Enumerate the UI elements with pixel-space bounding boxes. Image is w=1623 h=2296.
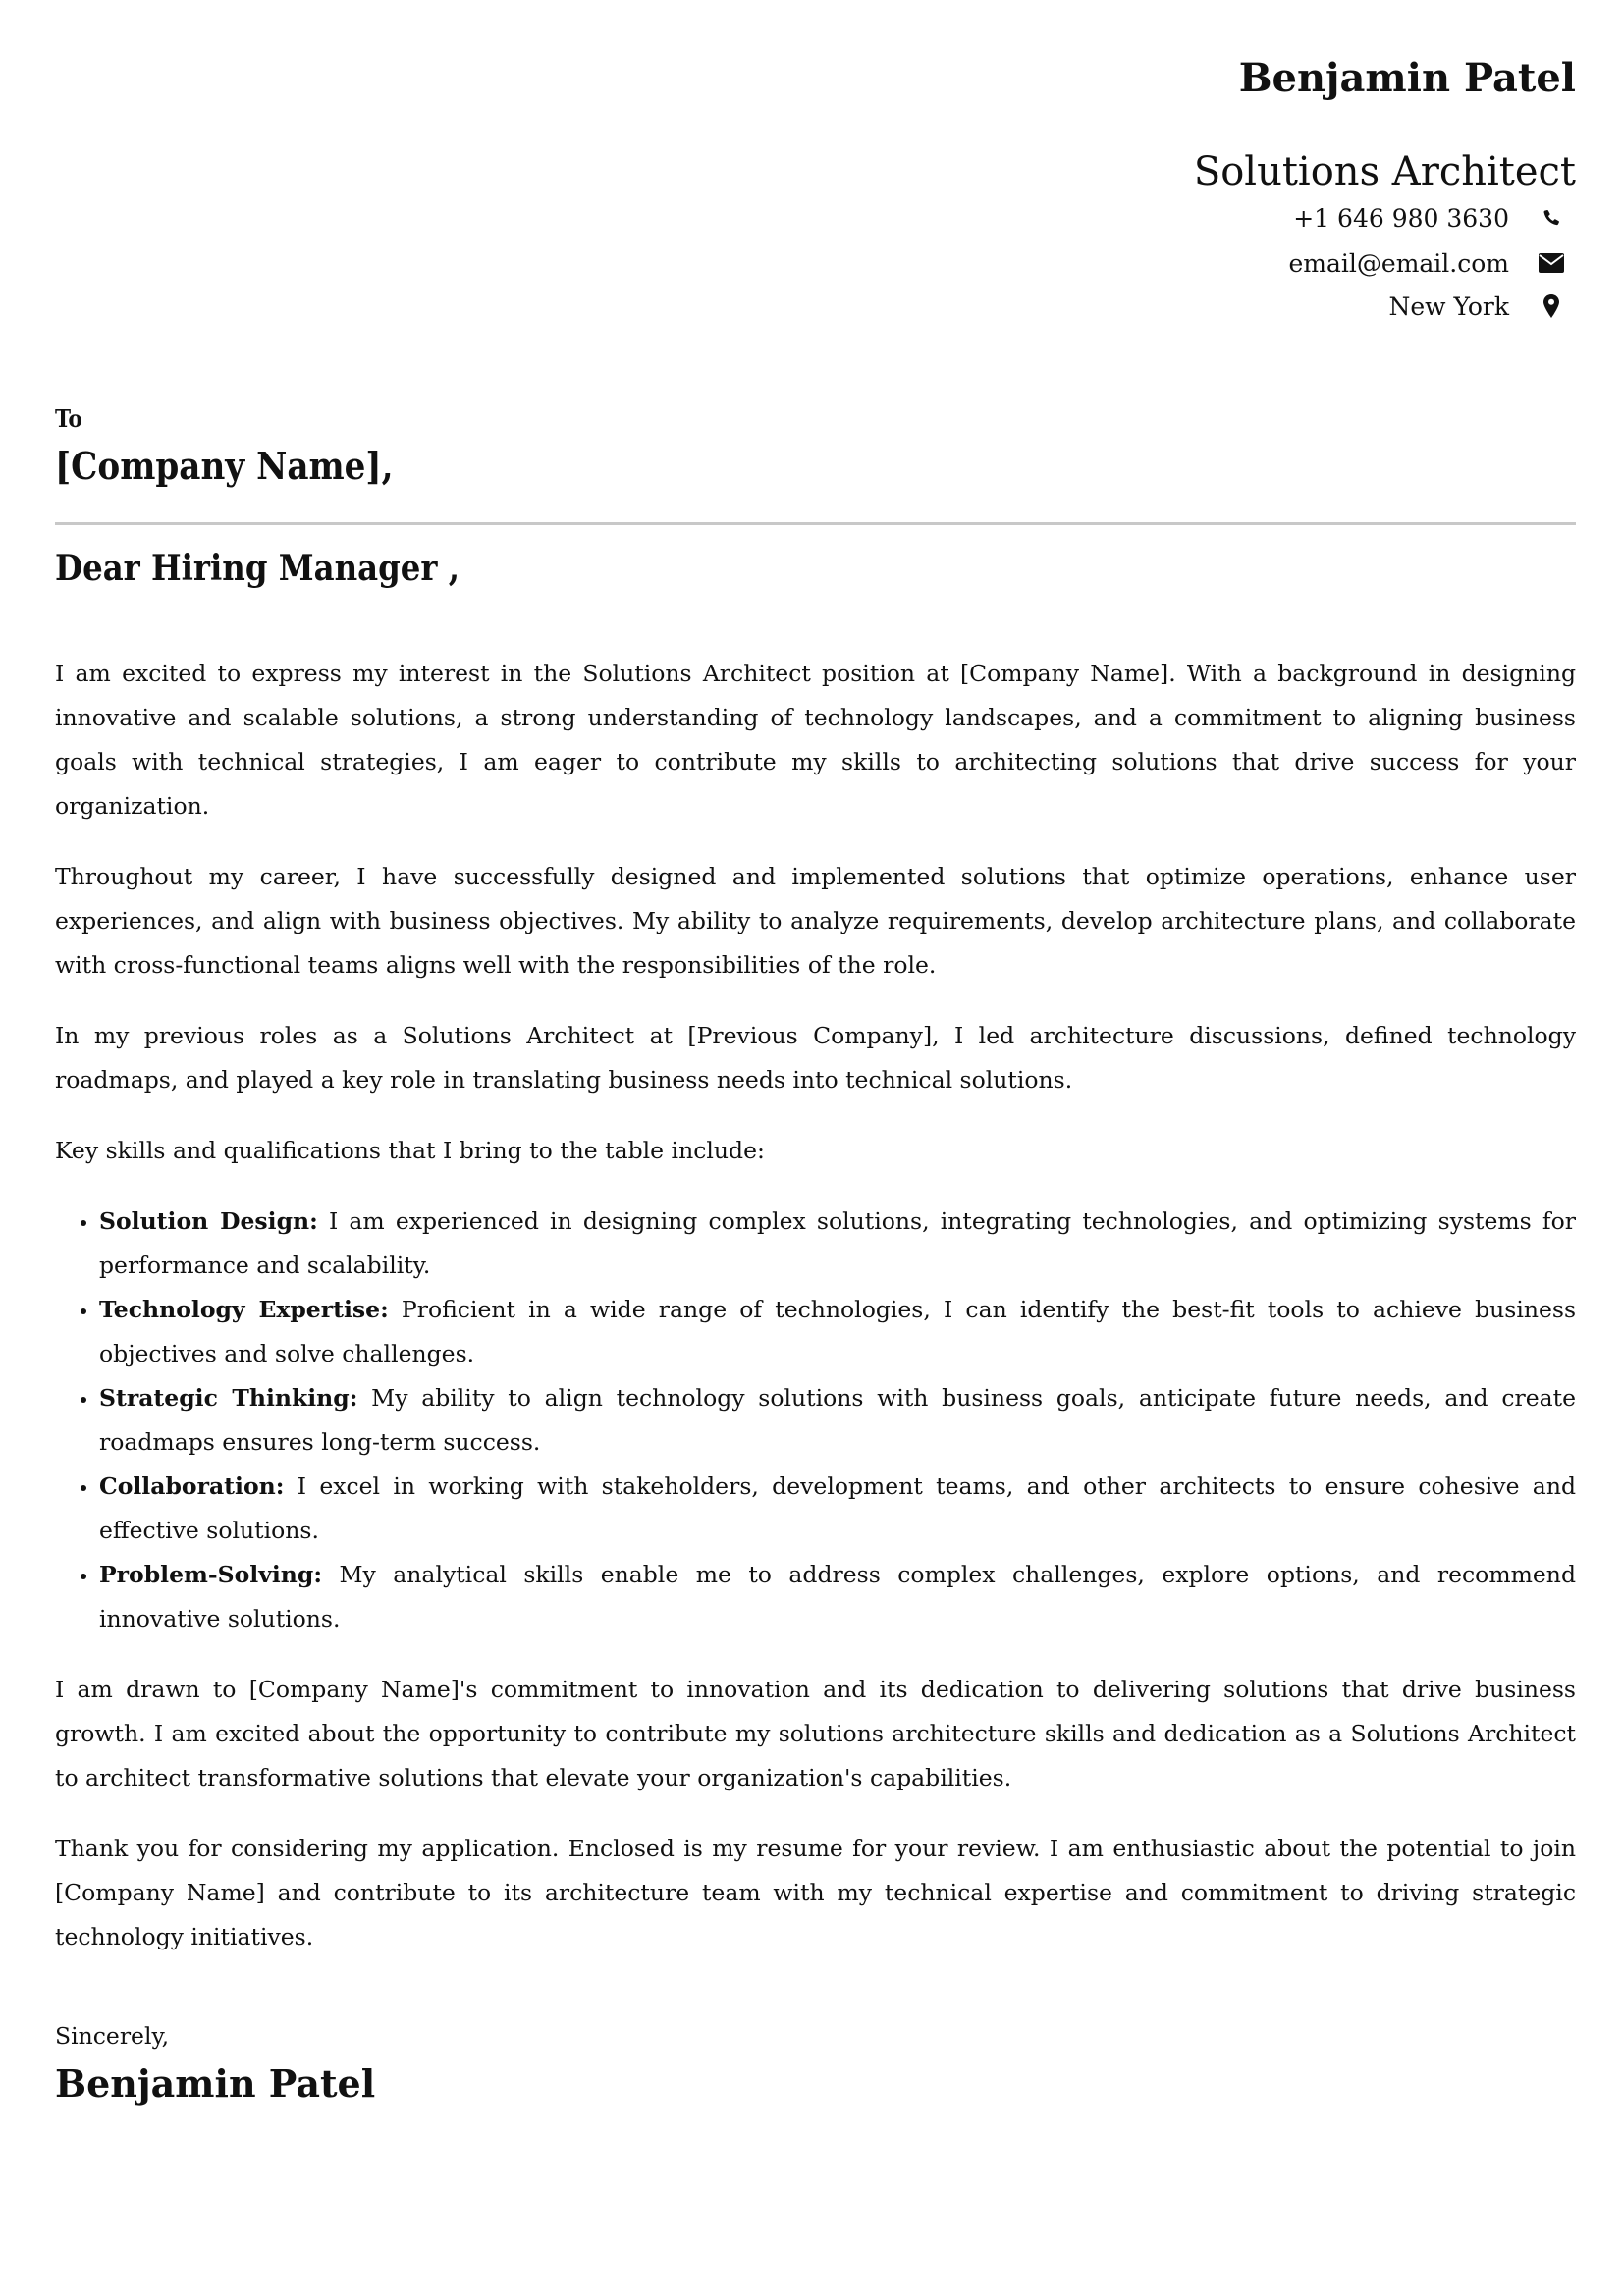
skill-label: Solution Design: [99, 1207, 318, 1235]
paragraph: I am excited to express my interest in the Solutions Architect position at [Company Name]. With a background in designing innovative and scalable solutions, a strong understanding of technology landscapes, and a commitment to aligning business goals with technical strategies, I am eager to contribute my skills to architecting solutions that drive success for your organization. [55, 660, 1576, 820]
recipient-company: [Company Name], [55, 444, 394, 488]
skill-label: Problem-Solving: [99, 1561, 323, 1588]
salutation: Dear Hiring Manager , [55, 548, 460, 589]
skill-text: I excel in working with stakeholders, development teams, and other architects to ensure cohesive and effective solutions. [99, 1472, 1576, 1544]
paragraph: Key skills and qualifications that I bring to the table include: [55, 1137, 765, 1164]
skill-label: Strategic Thinking: [99, 1384, 358, 1412]
list-item [99, 1200, 1576, 1288]
to-label: To [55, 404, 82, 433]
skills-list [55, 1200, 1576, 1641]
skill-label: Collaboration: [99, 1472, 285, 1500]
phone-text: +1 646 980 3630 [1293, 203, 1509, 233]
envelope-icon [1539, 250, 1564, 276]
paragraph: Throughout my career, I have successfully designed and implemented solutions that optimize operations, enhance user experiences, and align with business objectives. My ability to analyze requirements, develop architecture plans, and collaborate with cross-functional teams aligns well with the responsibilities of the role. [55, 863, 1576, 979]
phone-icon [1539, 205, 1564, 231]
skill-label: Technology Expertise: [99, 1296, 389, 1323]
paragraph: Thank you for considering my application. Enclosed is my resume for your review. I am enthusiastic about the potential to join [Company Name] and contribute to its architecture team with my technical expertise and commitment to driving strategic technology initiatives. [55, 1835, 1576, 1950]
email-text: email@email.com [1288, 248, 1509, 278]
location-text: New York [1388, 292, 1509, 321]
divider [55, 522, 1576, 525]
list-item [99, 1553, 1576, 1641]
job-title: Solutions Architect [1193, 149, 1576, 194]
closing: Sincerely, [55, 2022, 170, 2050]
applicant-name: Benjamin Patel [1238, 55, 1576, 101]
skill-text: My ability to align technology solutions with business goals, anticipate future needs, and create roadmaps ensures long-term success. [99, 1384, 1576, 1456]
list-item [99, 1288, 1576, 1376]
paragraph: I am drawn to [Company Name]'s commitment to innovation and its dedication to delivering solutions that drive business growth. I am excited about the opportunity to contribute my solutions architecture skills and dedication as a Solutions Architect to architect transformative solutions that elevate your organization's capabilities. [55, 1676, 1576, 1791]
contact-phone [1293, 198, 1576, 238]
letter-body [55, 652, 1576, 1986]
list-item [99, 1465, 1576, 1553]
skill-text: Proficient in a wide range of technologies, I can identify the best-fit tools to achieve business objectives and solve challenges. [99, 1296, 1577, 1367]
signature-name: Benjamin Patel [55, 2061, 376, 2106]
list-item [99, 1376, 1576, 1465]
map-marker-icon [1539, 294, 1564, 319]
contact-email [1289, 243, 1577, 283]
skill-text: I am experienced in designing complex solutions, integrating technologies, and optimizing systems for performance and scalability. [99, 1207, 1576, 1279]
skill-text: My analytical skills enable me to address complex challenges, explore options, and recommend innovative solutions. [99, 1561, 1576, 1632]
contact-location [1389, 287, 1577, 326]
paragraph: In my previous roles as a Solutions Architect at [Previous Company], I led architecture discussions, defined technology roadmaps, and played a key role in translating business needs into technical solutions. [55, 1022, 1576, 1094]
